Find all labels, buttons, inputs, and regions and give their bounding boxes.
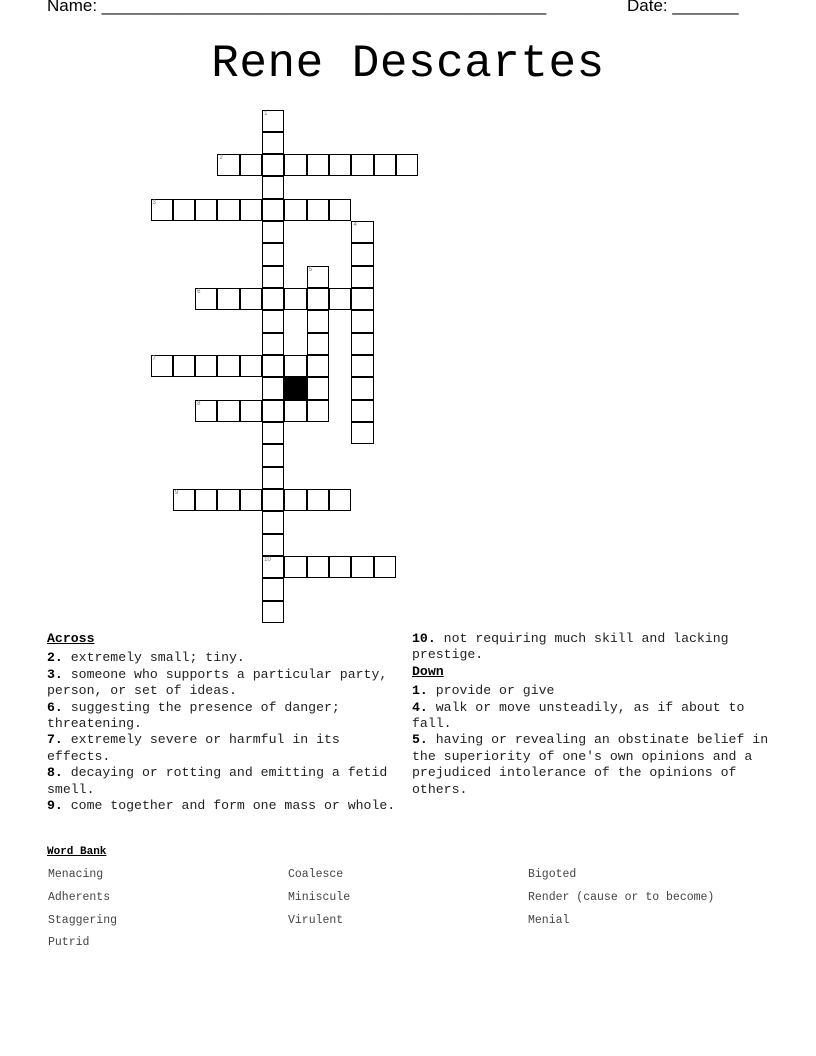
grid-cell[interactable] bbox=[307, 556, 329, 578]
grid-cell[interactable] bbox=[173, 489, 195, 511]
grid-cell[interactable] bbox=[351, 422, 373, 444]
grid-cell[interactable] bbox=[284, 199, 306, 221]
word-bank-item: Coalesce bbox=[288, 868, 344, 881]
clue-number-label: 9 bbox=[174, 490, 179, 497]
grid-cell[interactable] bbox=[284, 288, 306, 310]
clues-column-left bbox=[47, 631, 407, 814]
grid-cell[interactable] bbox=[262, 110, 284, 132]
grid-cell[interactable] bbox=[307, 377, 329, 399]
clue-number-label: 6 bbox=[197, 289, 201, 296]
clue-across-8 bbox=[47, 765, 407, 798]
grid-cell[interactable] bbox=[240, 489, 262, 511]
grid-cell[interactable] bbox=[351, 556, 373, 578]
clue-number: 3. bbox=[47, 666, 63, 682]
grid-cell[interactable] bbox=[351, 310, 373, 332]
clue-across-7 bbox=[47, 732, 407, 765]
grid-cell[interactable] bbox=[195, 355, 217, 377]
grid-cell[interactable] bbox=[351, 243, 373, 265]
clue-text: extremely small; tiny. bbox=[62, 650, 245, 666]
word-bank-title: Word Bank bbox=[47, 846, 107, 858]
grid-cell[interactable] bbox=[307, 489, 329, 511]
grid-cell[interactable] bbox=[284, 355, 306, 377]
grid-cell[interactable] bbox=[195, 199, 217, 221]
clue-text: decaying or rotting and emitting a fetid smell. bbox=[47, 765, 388, 797]
grid-cell[interactable] bbox=[262, 444, 284, 466]
grid-cell[interactable] bbox=[240, 199, 262, 221]
grid-cell[interactable] bbox=[396, 154, 418, 176]
grid-cell[interactable] bbox=[329, 489, 351, 511]
clue-text: not requiring much skill and lacking prestige. bbox=[412, 631, 729, 663]
clue-number: 5. bbox=[412, 732, 428, 748]
word-bank-item: Putrid bbox=[48, 936, 90, 949]
word-bank-item: Menial bbox=[528, 914, 570, 927]
grid-cell[interactable] bbox=[351, 221, 373, 243]
grid-cell[interactable] bbox=[262, 422, 284, 444]
grid-cell[interactable] bbox=[307, 288, 329, 310]
grid-cell[interactable] bbox=[262, 288, 284, 310]
grid-cell[interactable] bbox=[329, 288, 351, 310]
grid-cell[interactable] bbox=[240, 288, 262, 310]
across-heading: Across bbox=[47, 631, 95, 646]
grid-cell[interactable] bbox=[262, 556, 284, 578]
clues-column-right bbox=[412, 631, 772, 798]
grid-cell[interactable] bbox=[307, 266, 329, 288]
down-heading: Down bbox=[412, 663, 444, 679]
clue-number: 7. bbox=[47, 732, 63, 748]
page-title: Rene Descartes bbox=[211, 38, 605, 90]
grid-cell[interactable] bbox=[351, 355, 373, 377]
grid-cell[interactable] bbox=[173, 199, 195, 221]
grid-cell[interactable] bbox=[262, 355, 284, 377]
clue-number: 8. bbox=[47, 765, 63, 781]
grid-cell[interactable] bbox=[284, 154, 306, 176]
grid-cell[interactable] bbox=[262, 467, 284, 489]
grid-cell[interactable] bbox=[240, 355, 262, 377]
grid-cell[interactable] bbox=[351, 154, 373, 176]
clue-number: 4. bbox=[412, 699, 428, 715]
black-cell bbox=[284, 377, 306, 399]
grid-cell[interactable] bbox=[262, 310, 284, 332]
clue-text: come together and form one mass or whole. bbox=[62, 798, 396, 814]
clue-text: provide or give bbox=[427, 683, 555, 699]
clue-number: 1. bbox=[412, 683, 428, 699]
grid-cell[interactable] bbox=[262, 333, 284, 355]
grid-cell[interactable] bbox=[307, 310, 329, 332]
date-field[interactable]: Date: _______ bbox=[627, 0, 739, 15]
grid-cell[interactable] bbox=[262, 154, 284, 176]
grid-cell[interactable] bbox=[262, 266, 284, 288]
grid-cell[interactable] bbox=[351, 266, 373, 288]
word-bank-item: Virulent bbox=[288, 914, 344, 927]
word-bank-item: Miniscule bbox=[288, 891, 351, 904]
word-bank-item: Render (cause or to become) bbox=[528, 891, 715, 904]
grid-cell[interactable] bbox=[262, 377, 284, 399]
grid-cell[interactable] bbox=[195, 489, 217, 511]
clue-across-10 bbox=[412, 631, 772, 664]
clue-across-3 bbox=[47, 667, 407, 700]
grid-cell[interactable] bbox=[307, 333, 329, 355]
grid-cell[interactable] bbox=[262, 601, 284, 623]
clue-number: 6. bbox=[47, 699, 63, 715]
grid-cell[interactable] bbox=[262, 199, 284, 221]
crossword-grid bbox=[151, 110, 451, 630]
grid-cell[interactable] bbox=[307, 355, 329, 377]
grid-cell[interactable] bbox=[240, 400, 262, 422]
clue-number: 10. bbox=[412, 631, 436, 646]
clue-down-1 bbox=[412, 683, 772, 699]
grid-cell[interactable] bbox=[262, 534, 284, 556]
grid-cell[interactable] bbox=[262, 489, 284, 511]
grid-cell[interactable] bbox=[151, 199, 173, 221]
grid-cell[interactable] bbox=[262, 176, 284, 198]
clue-number-label: 4 bbox=[353, 222, 357, 229]
grid-cell[interactable] bbox=[217, 400, 239, 422]
grid-cell[interactable] bbox=[284, 556, 306, 578]
grid-cell[interactable] bbox=[351, 377, 373, 399]
grid-cell[interactable] bbox=[151, 355, 173, 377]
clue-across-9 bbox=[47, 798, 407, 814]
grid-cell[interactable] bbox=[217, 154, 239, 176]
word-bank-item: Menacing bbox=[48, 868, 104, 881]
grid-cell[interactable] bbox=[217, 288, 239, 310]
word-bank-item: Staggering bbox=[48, 914, 118, 927]
grid-cell[interactable] bbox=[307, 400, 329, 422]
grid-cell[interactable] bbox=[329, 154, 351, 176]
clue-number: 2. bbox=[47, 650, 63, 666]
grid-cell[interactable] bbox=[262, 221, 284, 243]
clue-number-label: 8 bbox=[197, 400, 201, 407]
clue-text: having or revealing an obstinate belief in the superiority of one's own opinions and a prejudiced intolerance of the opinions of others. bbox=[412, 732, 769, 797]
grid-cell[interactable] bbox=[351, 288, 373, 310]
word-bank-item: Bigoted bbox=[528, 868, 577, 881]
grid-cell[interactable] bbox=[217, 489, 239, 511]
clue-number-label: 10 bbox=[264, 557, 271, 564]
clue-number: 9. bbox=[47, 798, 63, 814]
grid-cell[interactable] bbox=[262, 578, 284, 600]
grid-cell[interactable] bbox=[307, 199, 329, 221]
grid-cell[interactable] bbox=[240, 154, 262, 176]
grid-cell[interactable] bbox=[262, 400, 284, 422]
grid-cell[interactable] bbox=[284, 400, 306, 422]
clue-number-label: 5 bbox=[308, 266, 313, 273]
grid-cell[interactable] bbox=[195, 288, 217, 310]
clue-number-label: 7 bbox=[152, 356, 156, 363]
clue-text: suggesting the presence of danger; threatening. bbox=[47, 699, 340, 732]
clue-text: someone who supports a particular party, person, or set of ideas. bbox=[47, 666, 388, 699]
clue-number-label: 2 bbox=[219, 155, 223, 162]
grid-cell[interactable] bbox=[262, 132, 284, 154]
clue-number-label: 1 bbox=[264, 110, 268, 117]
word-bank-item: Adherents bbox=[48, 891, 111, 904]
grid-cell[interactable] bbox=[262, 511, 284, 533]
grid-cell[interactable] bbox=[173, 355, 195, 377]
grid-cell[interactable] bbox=[217, 355, 239, 377]
clue-number-label: 3 bbox=[152, 199, 156, 206]
grid-cell[interactable] bbox=[374, 556, 396, 578]
clue-text: extremely severe or harmful in its effects. bbox=[47, 732, 340, 764]
clue-down-4 bbox=[412, 700, 772, 733]
grid-cell[interactable] bbox=[351, 333, 373, 355]
grid-cell[interactable] bbox=[262, 243, 284, 265]
clue-across-6 bbox=[47, 700, 407, 733]
grid-cell[interactable] bbox=[195, 400, 217, 422]
grid-cell[interactable] bbox=[284, 489, 306, 511]
grid-cell[interactable] bbox=[217, 199, 239, 221]
grid-cell[interactable] bbox=[329, 199, 351, 221]
clue-across-2 bbox=[47, 650, 407, 666]
grid-cell[interactable] bbox=[351, 400, 373, 422]
grid-cell[interactable] bbox=[374, 154, 396, 176]
grid-cell[interactable] bbox=[307, 154, 329, 176]
clue-text: walk or move unsteadily, as if about to fall. bbox=[412, 699, 745, 732]
grid-cell[interactable] bbox=[329, 556, 351, 578]
name-field[interactable]: Name: _______________________________________________ bbox=[47, 0, 547, 15]
clue-down-5 bbox=[412, 732, 772, 798]
